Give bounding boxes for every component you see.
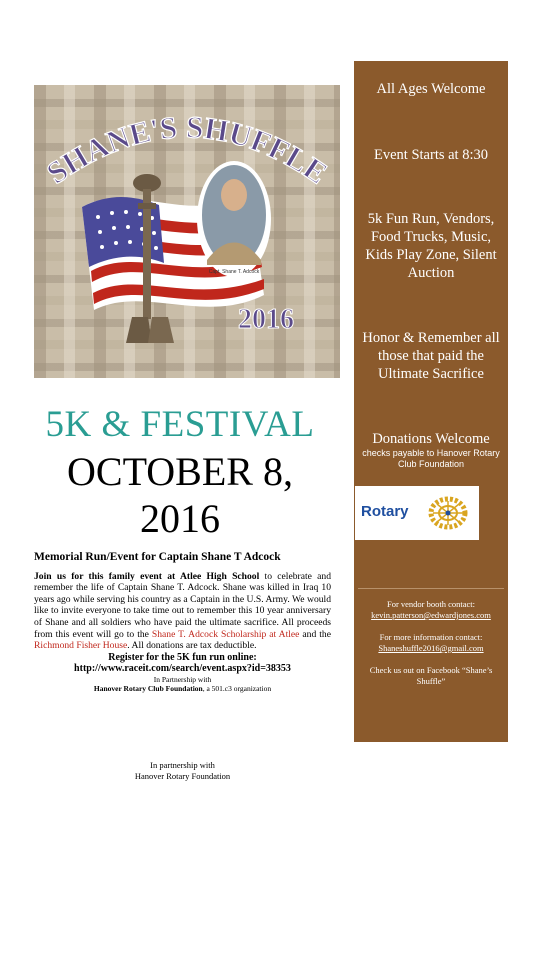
scholarship-link[interactable]: Shane T. Adcock Scholarship at Atlee <box>151 628 300 640</box>
logo-year: 2016 <box>238 304 294 335</box>
sidebar-divider <box>358 588 504 589</box>
info-sidebar <box>354 61 508 742</box>
event-description <box>34 552 331 693</box>
footer-line2: Hanover Rotary Foundation <box>134 771 231 781</box>
fisher-house-link[interactable]: Richmond Fisher House <box>34 640 128 652</box>
rotary-logo <box>355 486 479 540</box>
rotary-wordmark: Rotary <box>361 503 409 520</box>
join-text: Join us for this family event at Atlee High School <box>34 570 260 582</box>
activities-text: 5k Fun Run, Vendors, Food Trucks, Music, Kids Play Zone, Silent Auction <box>365 211 497 281</box>
description-paragraph: Join us for this family event at Atlee High School to celebrate and remember the life of Captain Shane T. Adcock. Shane was killed in Iraq 10 years ago while serving his country as a Captain in the U.S. Army. We would like to invite everyone to take time out to remember this 10 year anniversary of Shane and all soldiers who have paid the ultimate sacrifice. All proceeds from this event will go to the Shane T. Adcock Scholarship at Atlee and the Richmond Fisher House. All donations are tax deductible. <box>34 570 331 652</box>
info-label: For more information contact: <box>379 632 483 642</box>
donations-text: Donations Welcome <box>372 431 490 447</box>
honor-text: Honor & Remember all those that paid the Ultimate Sacrifice <box>362 330 500 382</box>
footer-line1: In partnership with <box>150 760 215 770</box>
register-url[interactable]: http://www.raceit.com/search/event.aspx?id=38353 <box>74 663 291 675</box>
footer-partnership <box>34 760 331 782</box>
rotary-wheel-icon <box>427 495 469 531</box>
checks-text: checks payable to Hanover Rotary Club Foundation <box>362 448 500 469</box>
photo-caption: Capt. Shane T. Adcock <box>208 269 260 275</box>
start-time-text: Event Starts at 8:30 <box>374 147 488 163</box>
partner-org: Hanover Rotary Club Foundation, a 501.c3 organization <box>93 683 272 693</box>
register-line: Register for the 5K fun run online: <box>108 651 257 663</box>
all-ages-text: All Ages Welcome <box>376 81 486 97</box>
facebook-text: Check us out on Facebook “Shane’s Shuffle” <box>369 665 493 686</box>
info-email-link[interactable]: Shaneshuffle2016@gmail.com <box>378 643 484 653</box>
soldier-portrait <box>197 161 271 277</box>
date-heading-line2: 2016 <box>140 496 220 541</box>
logo-artwork <box>34 85 340 378</box>
festival-heading: 5K & FESTIVAL <box>45 404 315 445</box>
logo-title: SHANE'S SHUFFLE <box>40 109 334 191</box>
date-heading-line1: OCTOBER 8, <box>67 449 293 494</box>
vendor-email-link[interactable]: kevin.patterson@edwardjones.com <box>371 610 491 620</box>
event-logo <box>34 85 340 378</box>
description-title: Memorial Run/Event for Captain Shane T Adcock <box>34 551 281 563</box>
partnership-line: In Partnership with <box>153 674 212 684</box>
vendor-label: For vendor booth contact: <box>386 599 476 609</box>
